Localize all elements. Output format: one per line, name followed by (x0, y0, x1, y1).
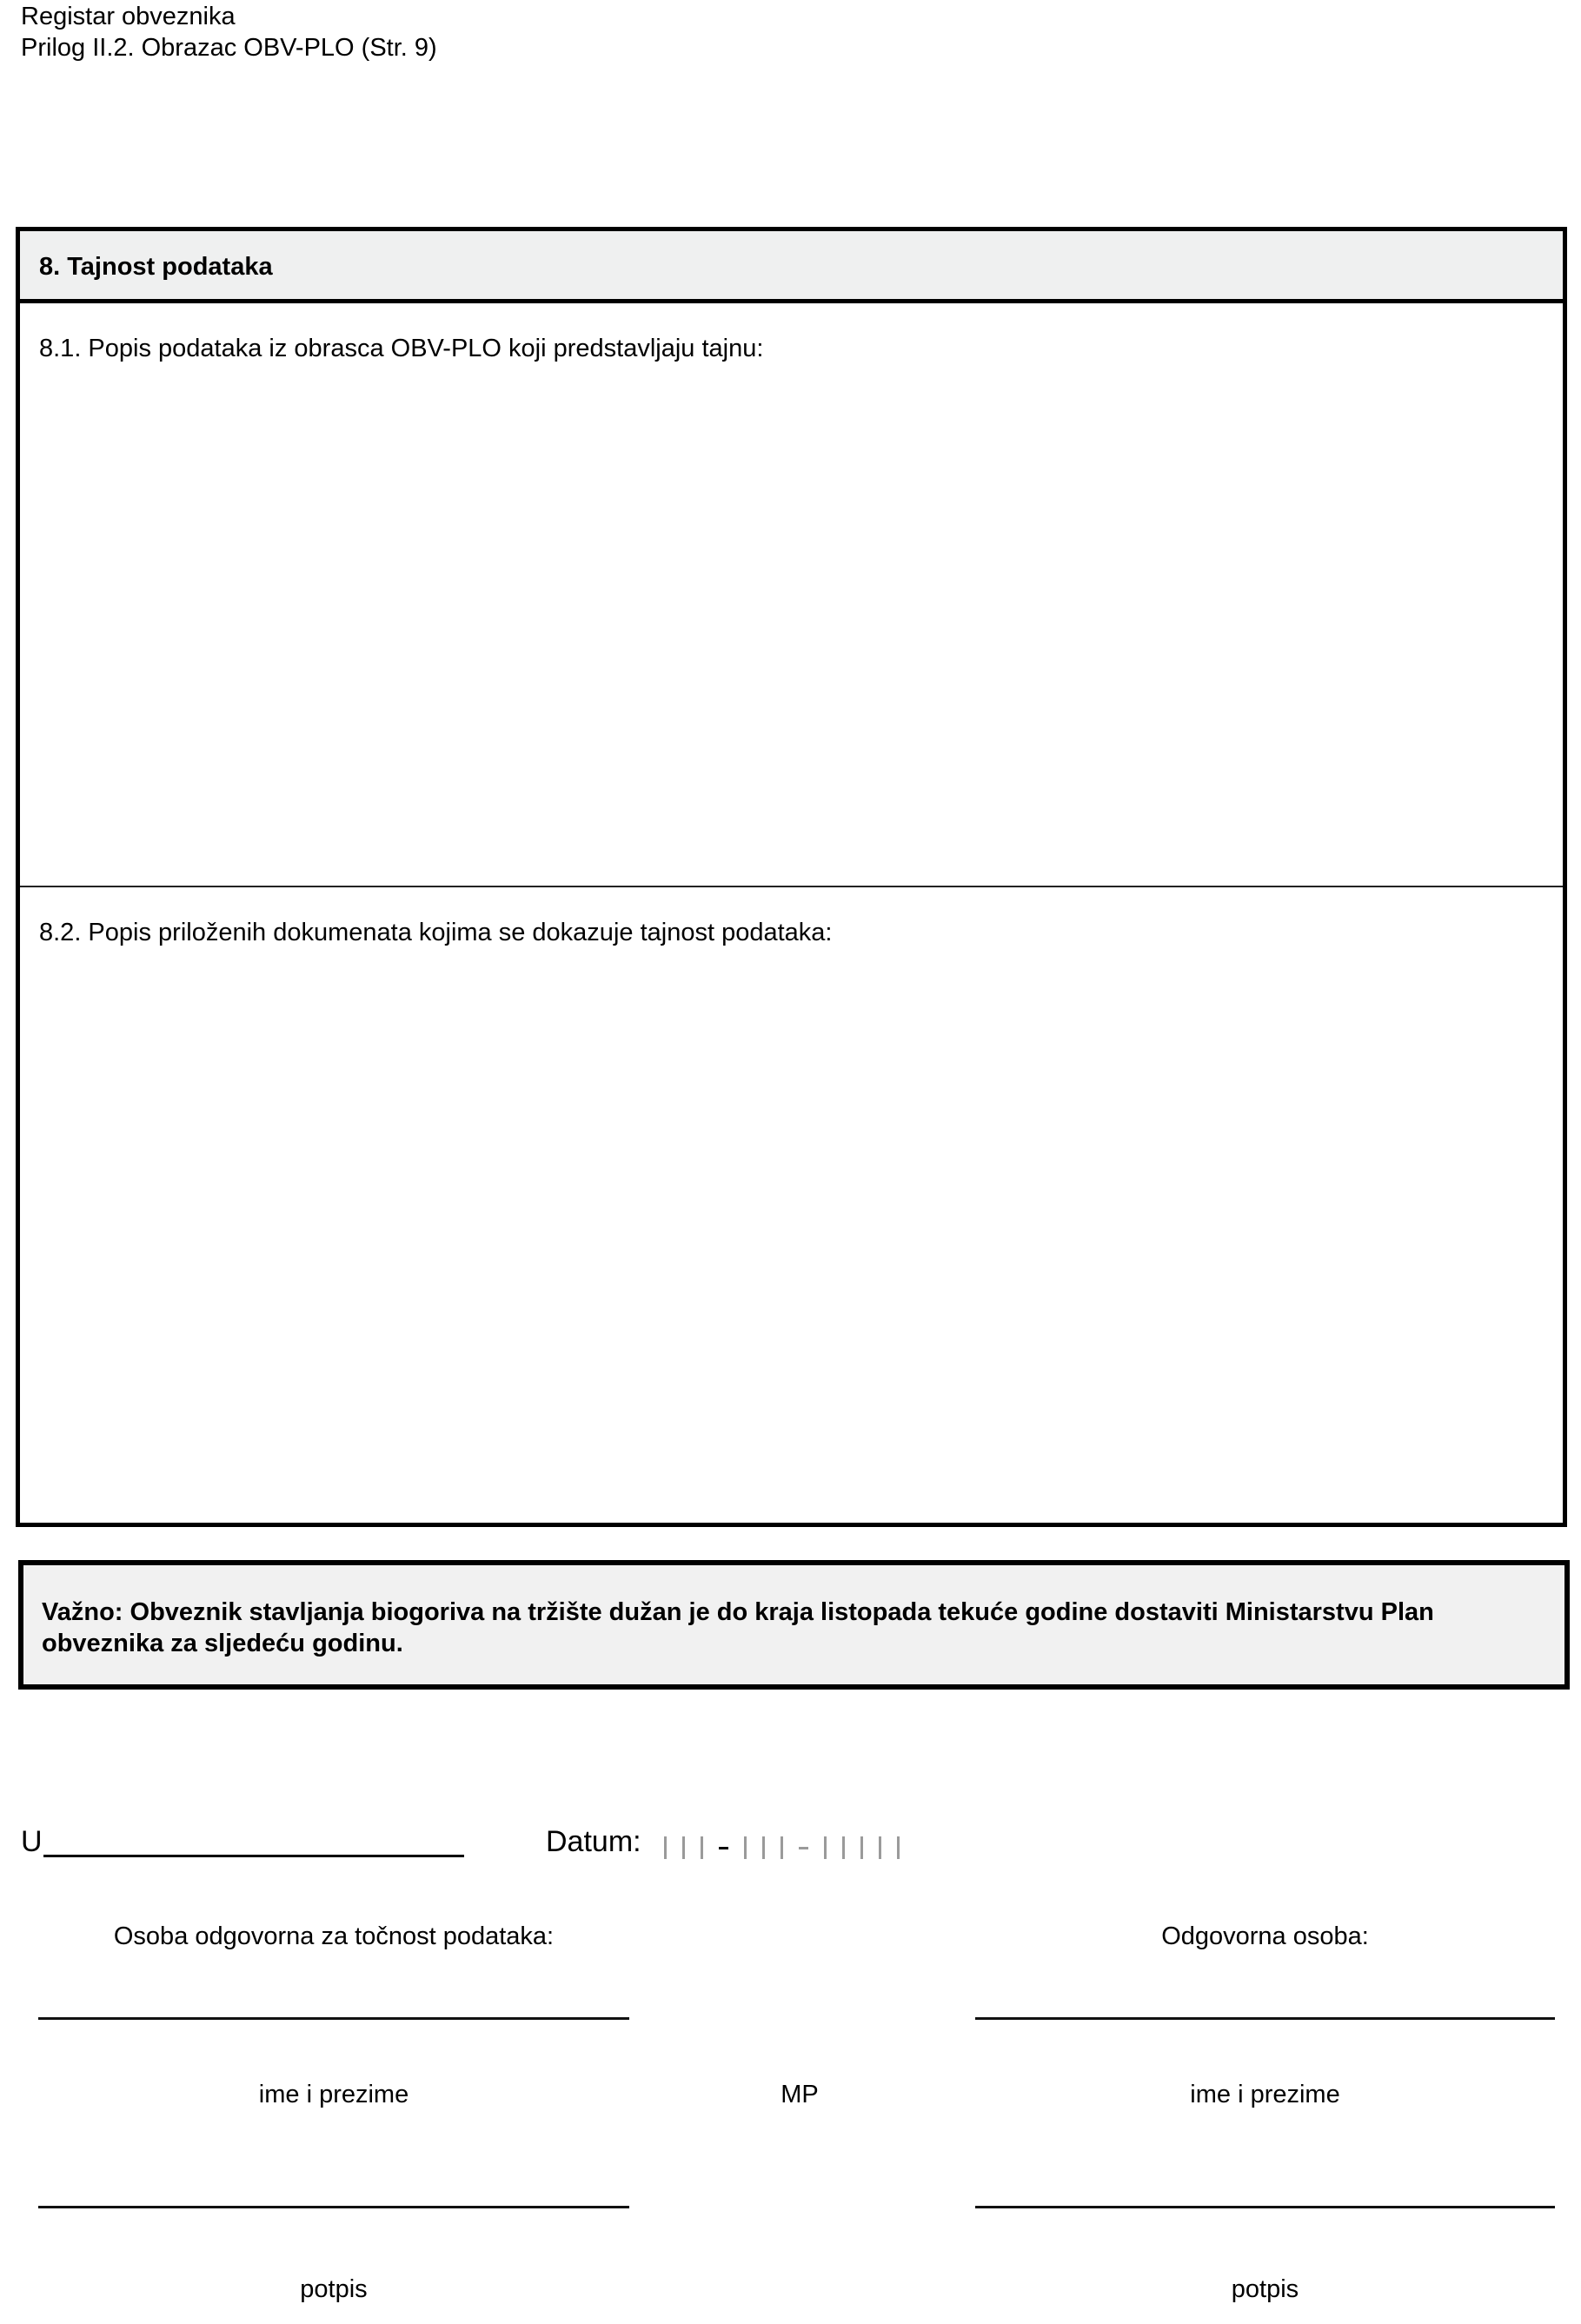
left-signature-caption: potpis (300, 2275, 368, 2303)
date-box-divider (879, 1836, 881, 1859)
register-label: Registar obveznika (21, 3, 236, 30)
date-label: Datum: (546, 1825, 641, 1858)
field-8-1 (20, 303, 1563, 887)
place-input-line[interactable] (43, 1855, 464, 1857)
date-box-divider (860, 1836, 863, 1859)
date-separator (719, 1847, 728, 1849)
date-box-divider (744, 1836, 747, 1859)
date-box-divider (762, 1836, 765, 1859)
field-8-2-label: 8.2. Popis priloženih dokumenata kojima se dokazuje tajnost podataka: (39, 919, 833, 946)
form-page-label: Prilog II.2. Obrazac OBV-PLO (Str. 9) (21, 34, 437, 62)
date-box-divider (897, 1836, 900, 1859)
left-name-caption: ime i prezime (258, 2081, 409, 2108)
field-8-2-input[interactable] (32, 957, 1551, 1511)
responsible-person-title: Odgovorna osoba: (1161, 1922, 1369, 1950)
confidentiality-section (16, 227, 1567, 1527)
left-name-line[interactable] (38, 2017, 629, 2020)
stamp-label: MP (781, 2081, 819, 2108)
important-notice (18, 1560, 1570, 1690)
date-box-divider (664, 1836, 667, 1859)
date-box-divider (781, 1836, 783, 1859)
responsible-for-accuracy-title: Osoba odgovorna za točnost podataka: (113, 1922, 555, 1950)
date-box-divider (682, 1836, 685, 1859)
date-box-divider (701, 1836, 703, 1859)
right-signature-line[interactable] (975, 2206, 1555, 2208)
place-label: U (21, 1825, 43, 1858)
field-8-1-label: 8.1. Popis podataka iz obrasca OBV-PLO koji predstavljaju tajnu: (39, 335, 764, 362)
date-box-divider (842, 1836, 845, 1859)
date-separator (799, 1847, 808, 1849)
right-name-line[interactable] (975, 2017, 1555, 2020)
right-signature-caption: potpis (1231, 2275, 1299, 2303)
left-signature-line[interactable] (38, 2206, 629, 2208)
field-8-2 (20, 887, 1563, 1523)
section-header (20, 231, 1563, 303)
field-8-1-input[interactable] (32, 373, 1551, 873)
date-box-divider (824, 1836, 827, 1859)
date-input[interactable] (664, 1836, 915, 1859)
section-title: 8. Tajnost podataka (39, 253, 273, 281)
right-name-caption: ime i prezime (1190, 2081, 1340, 2108)
notice-text: Važno: Obveznik stavljanja biogoriva na tržište dužan je do kraja listopada tekuće godine dostaviti Ministarstvu Plan obveznika za sljedeću godinu. (42, 1598, 1434, 1657)
